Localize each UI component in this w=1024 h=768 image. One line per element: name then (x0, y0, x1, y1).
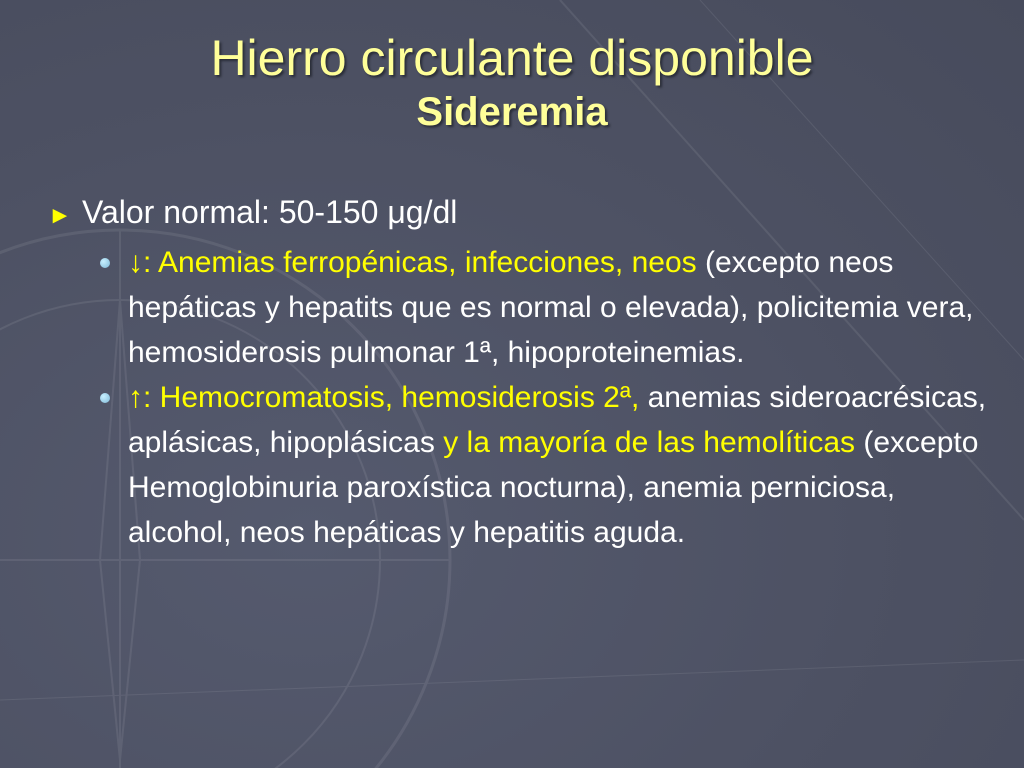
title-block (0, 28, 1024, 136)
dot-bullet-icon (94, 240, 128, 268)
increased-highlight-2: y la mayoría de las hemolíticas (443, 426, 856, 459)
increased-detail-2: (excepto Hemoglobinuria paroxística nocturna), anemia perniciosa, alcohol, neos hepáticas y hepatitis aguda. (128, 426, 979, 549)
increased-highlight-1: ↑: Hemocromatosis, hemosiderosis 2ª, (128, 381, 640, 414)
increased-detail-1: anemias sideroacrésicas, aplásicas, hipoplásicas (128, 381, 987, 459)
bullet-increased (94, 375, 988, 555)
decreased-highlight: ↓: Anemias ferropénicas, infecciones, neos (128, 246, 697, 279)
arrow-bullet-icon: ► (48, 202, 72, 229)
slide-subtitle: Sideremia (416, 90, 608, 134)
bullet-decreased (94, 240, 988, 375)
bullet-normal-value (48, 192, 988, 236)
normal-value-text: Valor normal: 50-150 μg/dl (82, 194, 458, 230)
content-body (48, 192, 988, 555)
decreased-detail: (excepto neos hepáticas y hepatits que es normal o elevada), policitemia vera, hemosiderosis pulmonar 1ª, hipoproteinemias. (128, 246, 974, 369)
increased-text (128, 375, 988, 555)
dot-bullet-icon (94, 375, 128, 403)
slide-title: Hierro circulante disponible (210, 30, 814, 86)
decreased-text (128, 240, 988, 375)
